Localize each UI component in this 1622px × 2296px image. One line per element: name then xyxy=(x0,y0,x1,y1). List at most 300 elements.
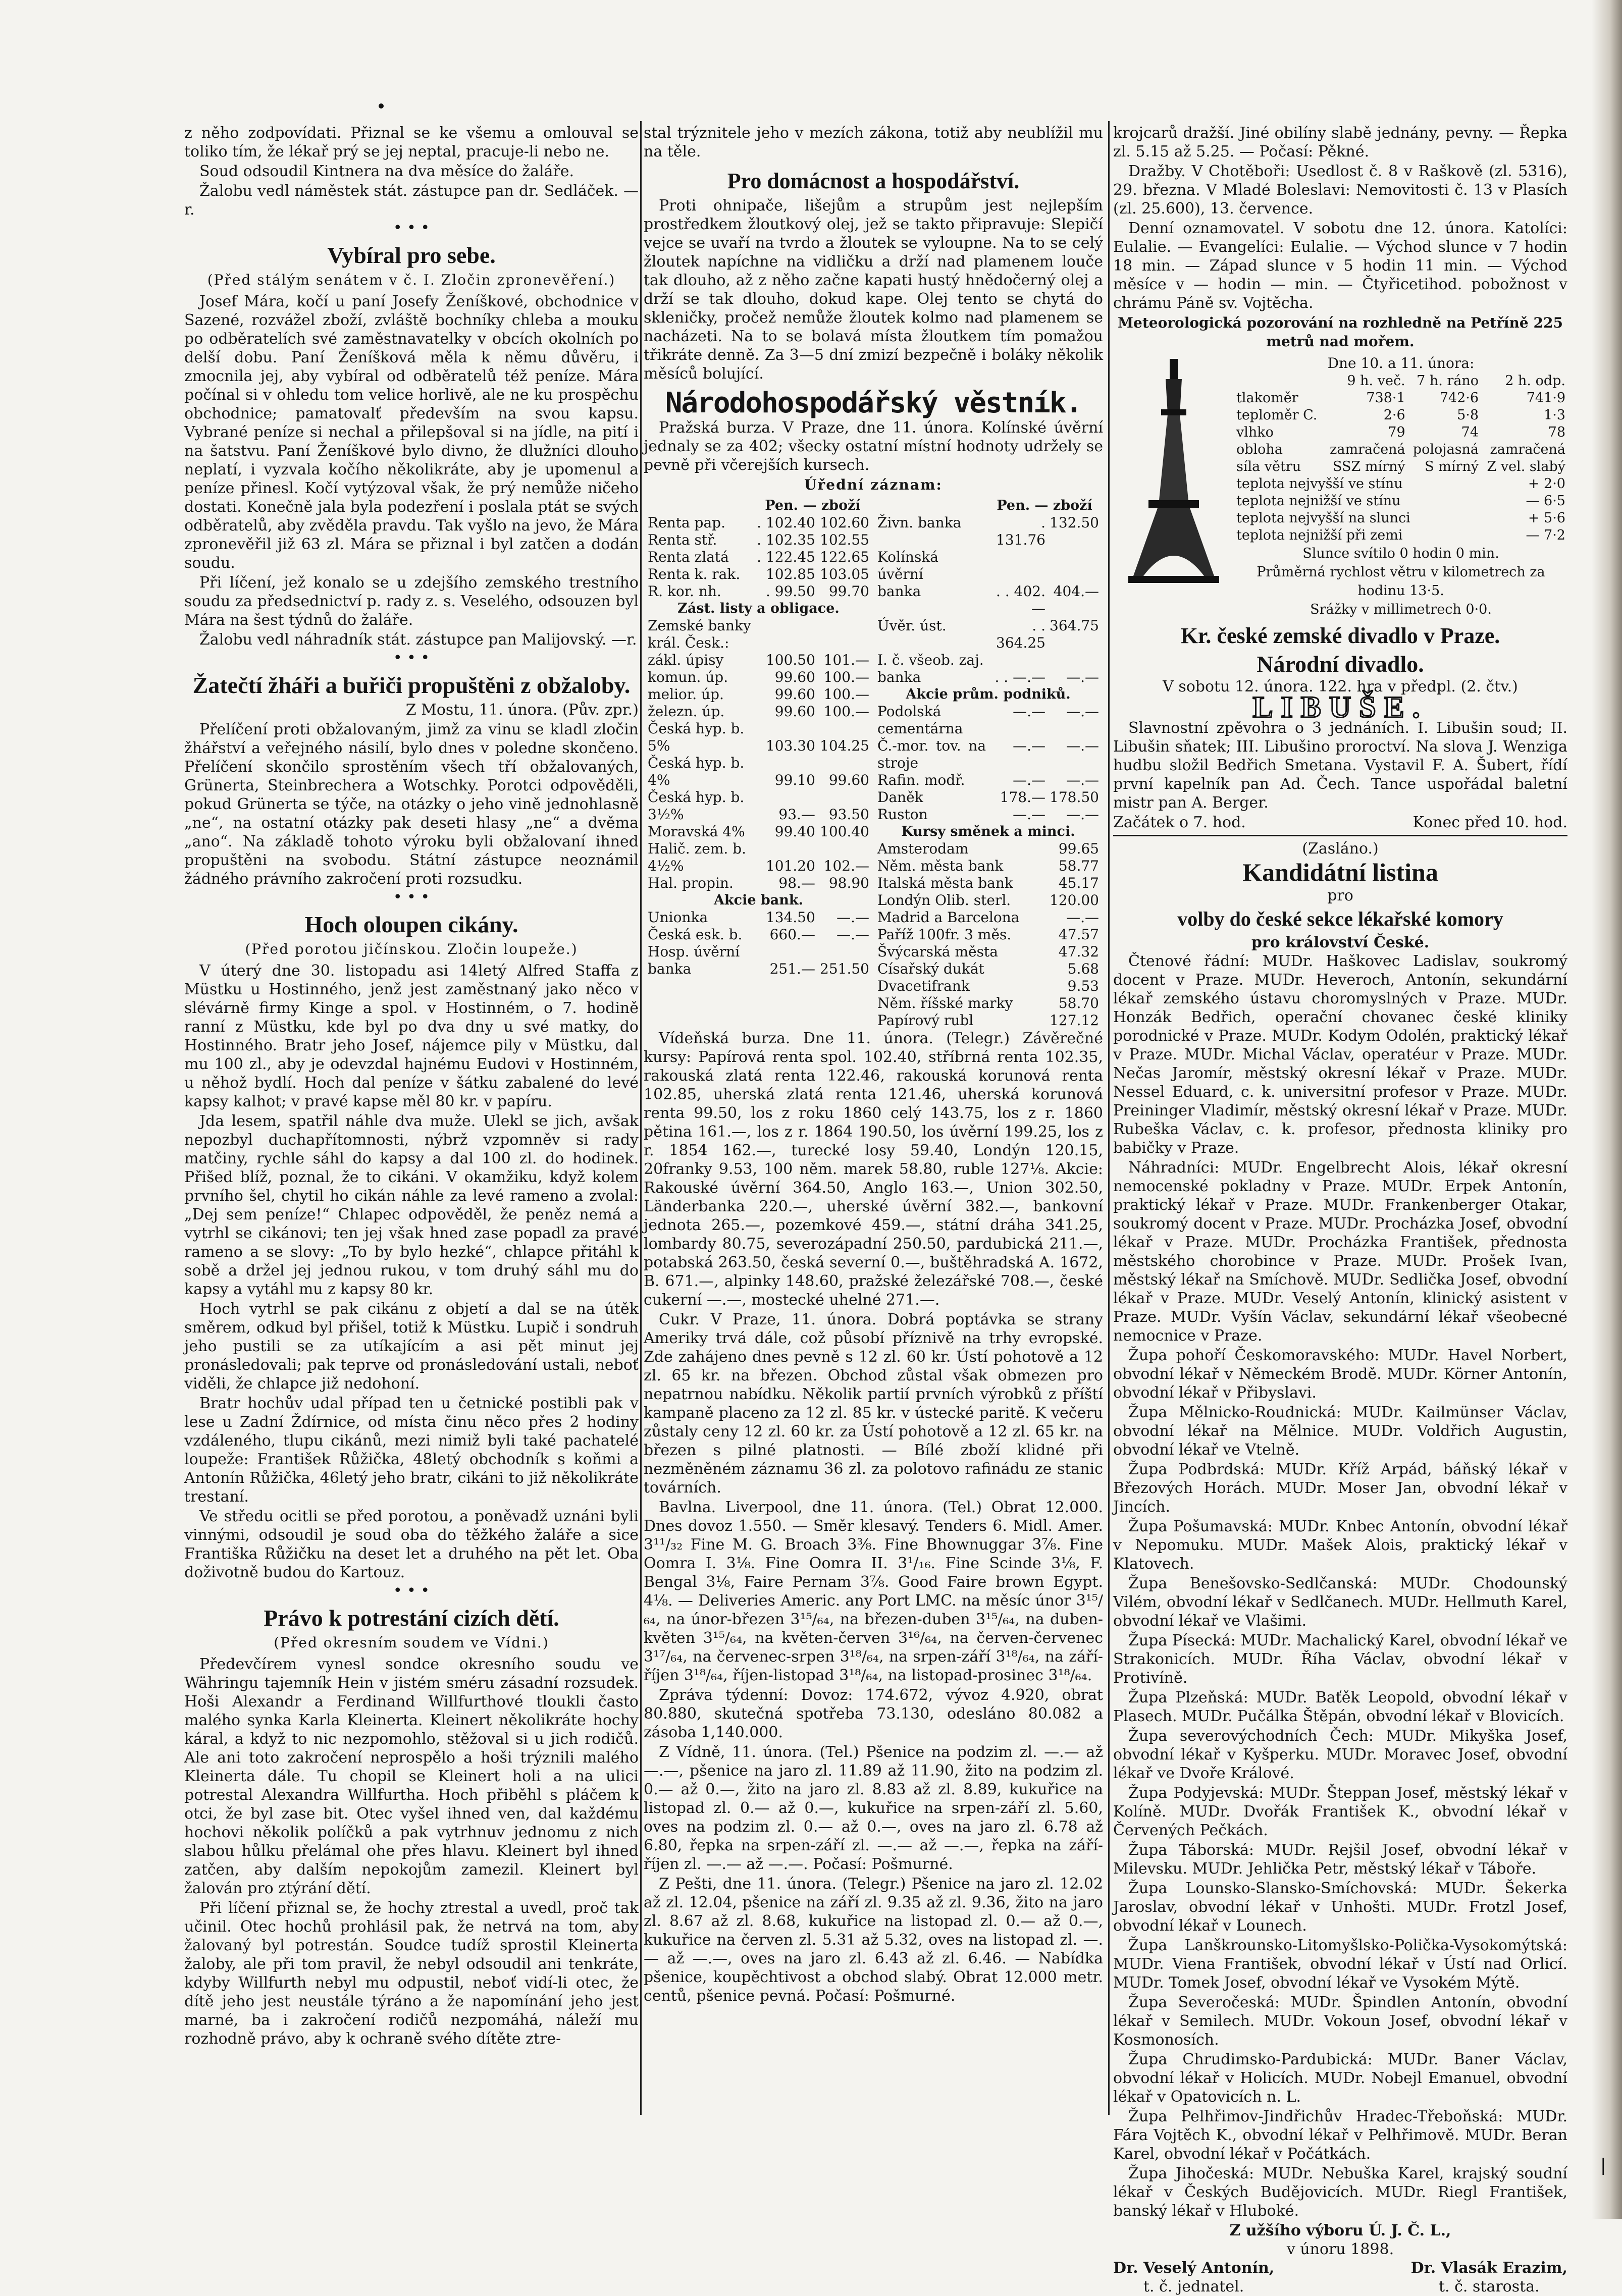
article-title: Vybíral pro sebe. xyxy=(327,242,496,268)
paragraph: Župa Podbrdská: MUDr. Kříž Arpád, báňský lékař v Březových Horách. MUDr. Moser Jan, obvodní lékař v Jincích. xyxy=(1113,1461,1567,1516)
cell xyxy=(754,617,817,634)
cell: teplota nejvyšší ve stínu xyxy=(1236,476,1403,492)
cell xyxy=(754,840,817,858)
cell: 178.— xyxy=(1000,789,1045,806)
cell: Císařský dukát xyxy=(877,960,984,977)
cell: Italská města bank xyxy=(877,875,1013,891)
table-row xyxy=(875,960,1101,978)
table-row xyxy=(875,737,1101,772)
cell: 99.40 xyxy=(774,823,815,840)
cell xyxy=(817,840,871,858)
cell: 99.10 xyxy=(774,772,815,788)
cell: Moravská 4% xyxy=(648,823,745,840)
signature-name: Dr. Veselý Antonín, xyxy=(1113,2259,1275,2277)
cell: —.— xyxy=(1066,703,1099,720)
cell: 101.— xyxy=(823,652,869,668)
cell: 120.00 xyxy=(1050,892,1099,909)
cell: komun. úp. xyxy=(648,669,728,685)
cell: . 99.50 xyxy=(765,583,815,600)
cell xyxy=(988,549,1048,583)
table-row xyxy=(646,531,871,549)
cell: Kolínská úvěrní xyxy=(877,549,938,582)
cell: I. č. všeob. zaj. xyxy=(877,652,984,668)
cell: 251.50 xyxy=(820,960,869,977)
cell: . . 364.25 xyxy=(996,617,1045,651)
cell: 74 xyxy=(1461,424,1479,440)
cell: teplota nejvyšší na slunci xyxy=(1236,510,1410,526)
paragraph: Župa Severočeská: MUDr. Špindlen Antonín, obvodní lékař v Semilech. MUDr. Vokoun Josef, obvodní lékař v Kosmonosích. xyxy=(1113,1994,1567,2049)
cell: 58.70 xyxy=(1058,995,1099,1011)
cell: Zemské banky xyxy=(648,617,751,634)
paragraph: Slavnostní zpěvohra o 3 jednáních. I. Libušin soud; II. Libušin sňatek; III. Libušino proroctví. Na slova J. Wenziga hudbu složil Bedřich Smetana. Vystavil F. A. Šubert, řídí první kapelník pan Ad. Čech. Tance uspořádal baletní mistr pan A. Berger. xyxy=(1113,719,1567,812)
cell: 404.— xyxy=(1053,583,1099,600)
section-title: Národohospodářský věstník. xyxy=(665,387,1082,419)
paragraph: krojcarů dražší. Jiné obilíny slabě jednány, pevny. — Řepka zl. 5.15 až 5.25. — Počasí: Pěkné. xyxy=(1113,124,1567,161)
separator: • • • xyxy=(393,219,430,237)
cell: 127.12 xyxy=(1050,1012,1099,1029)
cell: 251.— xyxy=(769,960,815,977)
article-subtitle: (Před stálým senátem v č. I. Zločin zpronevěření.) xyxy=(207,272,616,288)
column-rule xyxy=(1108,121,1110,2115)
cell: teplota nejnižší ve stínu xyxy=(1236,493,1401,509)
weather-table xyxy=(1234,372,1567,544)
cell: 100.— xyxy=(823,703,869,720)
paragraph: Cukr. V Praze, 11. února. Dobrá poptávka se strany Ameriky trvá dále, což působí příznivě na trhy evropské. Zde zahájeno dnes pevně s 12 zl. 60 kr. Ústí pohotově a 12 zl. 65 kr. na březen. Obchod zůstal však obmezen pro nepatrnou nabídku. Několik partií prvních výrobků z příští kampaně placeno za 12 zl. 85 kr. v ústecké paritě. K večeru zůstaly ceny 12 zl. 60 kr. za Ústí pohotově a 12 zl. 65 kr. na březen s pilné platnosti. — Bílé zboží klidné při nezměněném záznamu 36 zl. za polotovo rafinádu ze stanic továrních. xyxy=(644,1311,1103,1497)
performance-line: V sobotu 12. února. 122. hra v předpl. (2. čtv.) xyxy=(1163,678,1518,696)
column-1 xyxy=(184,124,639,2168)
cell: 1·3 xyxy=(1544,407,1565,423)
cell: 99.65 xyxy=(1058,840,1099,857)
dateline: Z Mostu, 11. února. (Pův. zpr.) xyxy=(405,701,639,719)
cell: 45.17 xyxy=(1058,875,1099,891)
table-row xyxy=(1234,475,1567,493)
table-row xyxy=(875,978,1101,995)
cell: železn. úp. xyxy=(648,703,725,720)
cell: 2·6 xyxy=(1383,407,1405,423)
column-header: 7 h. ráno xyxy=(1417,373,1479,389)
section-title: Pro domácnost a hospodářství. xyxy=(727,169,1020,193)
paragraph: Josef Mára, kočí u paní Josefy Ženíškové, obchodnice v Sazené, rozvážel zboží, zvláště bochníky chleba a mouku po odběratelích své zaměstnavatelky v obcích okolních po delší dobu. Paní Ženíšková měla k němu důvěru, i zmocnila jej, aby vybíral od odběratelů též peníze. Mára počínal si v ohledu tom velice horlivě, ale ne ku prospěchu obchodnice; pamatovalť především na svou kapsu. Vybrané peníze si nechal a přilepšoval si na jídle, na pití i na šatstvu. Paní Ženíškové bylo divno, že dlužníci dlouho neplatí, i vyzvala kočího několikráte, aby je upomenul a peníze přinesl. Kočí vytýzoval však, že prý nemůže ničeho dostati. Konečně jala byla podezření i poslala ptát se svých odběratelů, aby zvěděla pravdu. Tak vyšlo na jevo, že Mára zpronevěřil již 63 zl. Mára se přiznal i byl zatčen a dodán soudu. xyxy=(184,293,639,572)
column-header: 9 h. več. xyxy=(1347,373,1405,389)
separator: • • • xyxy=(393,888,430,906)
signature-role: t. č. starosta. xyxy=(1439,2278,1540,2295)
cell: Daněk xyxy=(877,789,923,806)
cell: —.— xyxy=(1013,806,1045,823)
cell: banka xyxy=(877,669,921,685)
paragraph: Z Vídně, 11. února. (Tel.) Pšenice na podzim zl. —.— až —.—, pšenice na jaro zl. 11.89 až 11.90, žito na podzim zl. 0.— až 0.—, žito na jaro zl. 8.83 až zl. 8.89, kukuřice na listopad zl. 0.— až 0.—, kukuřice na srpen-září zl. 5.60, oves na podzim zl. 0.— až 0.—, oves na jaro zl. 6.78 až 6.80, řepka na srpen-září zl. —.— až —.—, řepka na září-říjen zl. —.— až —.—. Počasí: Pošmurné. xyxy=(644,1743,1103,1873)
cell xyxy=(817,720,871,737)
table-row xyxy=(646,772,871,789)
cell: S mírný xyxy=(1425,459,1479,474)
cell: Úvěr. úst. xyxy=(877,617,947,634)
meteo-title: Meteorologická pozorování na rozhledně na Petříně 225 metrů nad mořem. xyxy=(1118,314,1563,350)
table-row xyxy=(875,840,1101,858)
cell: —.— xyxy=(836,926,869,943)
cell: Hal. propin. xyxy=(648,875,734,891)
table-row xyxy=(646,669,871,686)
table-row xyxy=(646,926,871,943)
cell: 741·9 xyxy=(1526,390,1565,406)
cell: —.— xyxy=(1066,737,1099,754)
paragraph: Župa Písecká: MUDr. Machalický Karel, obvodní lékař ve Strakonicích. MUDr. Říha Václav, obvodní lékař v Protivíně. xyxy=(1113,1632,1567,1687)
meteo-dates: Dne 10. a 11. února: xyxy=(1327,355,1475,371)
renta-table xyxy=(646,497,871,978)
paragraph: Žalobu vedl náhradník stát. zástupce pan Malijovský. —r. xyxy=(199,631,637,649)
cell xyxy=(1048,652,1101,669)
cell: 134.50 xyxy=(765,909,815,926)
cell: 5·8 xyxy=(1457,407,1479,423)
cell: Švýcarská města xyxy=(877,943,998,960)
separator: • • • xyxy=(393,649,430,667)
paragraph: Župa Lanškrounsko-Litomyšlsko-Polička-Vysokomýtská: MUDr. Viena František, obvodní lékař v Ústí nad Orlicí. MUDr. Tomek Josef, obvodní lékař ve Vysokém Mýtě. xyxy=(1113,1937,1567,1992)
paragraph: Hoch vytrhl se pak cikánu z objetí a dal se na útěk směrem, odkud byl přišel, totiž k Müstku. Lupič i sondruh jeho pustili se za utíkajícím a asi pět minut jej pronásledovali; pak teprve od pronásledování ustali, neboť viděli, že chlapce již nedohoní. xyxy=(184,1300,639,1393)
paragraph: Pražská burza. V Praze, dne 11. února. Kolínské úvěrní jednaly se za 402; všecky ostatní místní hodnoty udržely se pevně při včerejších kursech. xyxy=(644,419,1103,474)
paragraph: Dražby. V Chotěboři: Usedlost č. 8 v Raškově (zl. 5316), 29. března. V Mladé Boleslavi: Nemovitosti č. 13 v Plasích (zl. 25.600), 13. července. xyxy=(1113,163,1567,218)
cell: Madrid a Barcelona xyxy=(877,909,1020,926)
cell: Halič. zem. b. xyxy=(648,840,747,857)
table-row xyxy=(875,943,1101,960)
table-row xyxy=(646,909,871,926)
paragraph: Župa Chrudimsko-Pardubická: MUDr. Baner Václav, obvodní lékař v Holicích. MUDr. Nobejl Emanuel, obvodní lékař v Opatovicích n. L. xyxy=(1113,2051,1567,2106)
cell: Renta pap. xyxy=(648,514,725,531)
paragraph: V úterý dne 30. listopadu asi 14letý Alfred Staffa z Müstku u Hostinného, jenž jest zaměstnaný jako něco v slévárně firmy Kinge a spol. v Hostinném, o 7. hodině ranní z Müstku, kde byl po dva dny u své matky, do Hostinného. Bratr jeho Josef, nájemce pily v Müstku, dal mu 100 zl., aby je odevzdal hajnému Eudovi v Hostinném, u něhož bydlí. Hoch dal peníze v šátku zabalené do levé kapsy kalhot; v pravé kapse měl 80 kr. v papíru. xyxy=(184,962,639,1110)
cell: Něm. města bank xyxy=(877,858,1004,874)
table-row xyxy=(875,669,1101,686)
table-row xyxy=(646,858,871,875)
page-edge xyxy=(1592,0,1622,2219)
cell xyxy=(754,755,817,772)
table-row xyxy=(1234,493,1567,510)
cell xyxy=(817,617,871,634)
paragraph: Přelíčení proti obžalovaným, jimž za vinu se kladl zločin žhářství a veřejného násilí, bylo dnes v poledne skončeno. Přelíčení skončilo sprostěním všech tří obžalovaných, Grünerta, Steinbrechera a Wotschky. Porotci odpověděli, pokud Grünerta se týče, na otázky o jeho vině jednohlasně „ne“, na ostatní otázky pak deseti hlasy „ne“ a dvěma „ano“. Na základě tohoto výroku byli obžalovaní ihned propuštěni na svobodu. Státní zástupce neoznámil žádného právního zakročení proti rozsudku. xyxy=(184,721,639,888)
cell: —.— xyxy=(836,909,869,926)
table-row xyxy=(1234,527,1567,544)
cell: SSZ mírný xyxy=(1333,459,1405,474)
paragraph: Župa severovýchodních Čech: MUDr. Mikyška Josef, obvodní lékař v Kyšperku. MUDr. Moravec Josef, obvodní lékař ve Dvoře Králové. xyxy=(1113,1727,1567,1782)
cell: Podolská cementárna xyxy=(877,703,963,737)
cell: 104.25 xyxy=(820,737,869,754)
cell: R. kor. nh. xyxy=(648,583,721,600)
paragraph: Čtenové řádní: MUDr. Haškovec Ladislav, soukromý docent v Praze. MUDr. Heveroch, Antonín, sekundární lékař zemského ústavu choromyslných v Praze. MUDr. Honzák Bedřich, operační chovanec české kliniky porodnické v Praze. MUDr. Kodym Odolén, praktický lékař v Praze. MUDr. Michal Václav, operatéur v Praze. MUDr. Nečas Jaromír, městský okresní lékař v Praze. MUDr. Nessel Eduard, c. k. universitní profesor v Praze. MUDr. Preininger Vladimír, městský okresní lékař v Praze. MUDr. Rubeška Václav, c. k. profesor, přednosta kliniky pro babičky v Praze. xyxy=(1113,952,1567,1157)
table-row xyxy=(646,652,871,669)
table-row xyxy=(646,755,871,772)
cell: 47.57 xyxy=(1058,926,1099,943)
cell xyxy=(817,943,871,960)
table-row xyxy=(646,549,871,566)
table-row xyxy=(646,823,871,840)
cell: . 122.45 xyxy=(757,549,815,565)
cell: —.— xyxy=(1066,806,1099,823)
cell: 122.65 xyxy=(820,549,869,565)
cell: Paříž 100fr. 3 měs. xyxy=(877,926,1012,943)
cell: Česká hyp. b. xyxy=(648,789,745,806)
cell: Renta k. rak. xyxy=(648,566,741,582)
table-row xyxy=(1234,390,1567,407)
paragraph: Ve středu ocitli se před porotou, a poněvadž uznáni byli vinnými, odsoudil je soud oba do těžkého žaláře a sice Františka Růžičku na deset let a druhého na pět let. Oba doživotně budou do Kartouz. xyxy=(184,1508,639,1581)
cell: zamračená xyxy=(1490,442,1565,457)
cell: — 6·5 xyxy=(1526,493,1565,509)
cell: — 7·2 xyxy=(1526,527,1565,543)
cell: 102.55 xyxy=(820,531,869,548)
cell: tlakoměr xyxy=(1236,390,1298,406)
cell: banka xyxy=(648,960,692,977)
table-row xyxy=(646,737,871,755)
committee-line: Z užšího výboru Ú. J. Č. L., xyxy=(1229,2222,1451,2239)
signature-role: t. č. jednatel. xyxy=(1143,2278,1244,2295)
table-row xyxy=(875,583,1101,617)
cell: . 102.40 xyxy=(757,514,815,531)
article-title: Hoch oloupen cikány. xyxy=(304,912,518,937)
cell: Renta zlatá xyxy=(648,549,729,565)
cell: Česká hyp. b. xyxy=(648,720,745,737)
cell: 98.— xyxy=(778,875,815,891)
paragraph: Jda lesem, spatřil náhle dva muže. Ulekl se jich, avšak nepozbyl duchapřítomnosti, nýbrž vzpomněv si rady matčiny, rychle sáhl do kapsy a dal 100 zl. do hodinek. Přišed blíž, poznal, že to cikáni. V okamžiku, když kolem prvního šel, chytil ho cikán náhle za levé rameno a zvolal: „Dej sem peníze!“ Chlapec odpověděl, že peněz nemá a vytrhl se cikánovi; ten jej však hned zase popadl za pravé rameno a se slovy: „To by bylo hezké“, chlapce přitáhl k sobě a držel jej jednou rukou, v tom druhý sáhl mu do kapsy a vytáhl mu z kapsy 80 kr. xyxy=(184,1112,639,1298)
paragraph: stal trýznitele jeho v mezích zákona, totiž aby neublížil mu na těle. xyxy=(644,124,1103,161)
pro-label: pro xyxy=(1327,887,1353,904)
margin-mark: | xyxy=(1600,2155,1606,2175)
table-row xyxy=(646,789,871,806)
paragraph: Župa pohoří Českomoravského: MUDr. Havel Norbert, obvodní lékař v Německém Brodě. MUDr. Körner Antonín, obvodní lékař v Přibyslavi. xyxy=(1113,1347,1567,1402)
table-row xyxy=(875,1012,1101,1029)
table-row xyxy=(646,617,871,634)
cell: banka xyxy=(877,583,921,600)
cell: zamračená xyxy=(1330,442,1405,457)
cell: 5.68 xyxy=(1067,960,1099,977)
table-row xyxy=(646,566,871,583)
meteo-note: Průměrná rychlost větru v kilometrech za hodinu 13·5. xyxy=(1257,564,1545,599)
cell: —.— xyxy=(1066,669,1099,685)
election-title: volby do české sekce lékařské komory xyxy=(1177,907,1503,930)
cell: 364.75 xyxy=(1050,617,1099,634)
table-row xyxy=(875,995,1101,1012)
cell: 99.60 xyxy=(774,686,815,703)
cell: melior. úp. xyxy=(648,686,724,703)
start-time: Začátek o 7. hod. xyxy=(1113,814,1246,831)
cell: Amsterodam xyxy=(877,840,969,857)
cell xyxy=(754,789,817,806)
table-heading: Akcie prům. podniků. xyxy=(906,686,1071,702)
theatre-name: Národní divadlo. xyxy=(1257,651,1424,677)
paragraph: Župa Pelhřimov-Jindřichův Hradec-Třeboňská: MUDr. Fára Vojtěch K., obvodní lékař v Pelhřimově. MUDr. Beran Karel, obvodní lékař v Počátkách. xyxy=(1113,2108,1567,2163)
table-row xyxy=(1234,441,1567,458)
table-row xyxy=(646,514,871,531)
cell: Č.-mor. tov. na stroje xyxy=(877,737,986,771)
column-header: Pen. — zboží xyxy=(997,498,1092,513)
cell: Unionka xyxy=(648,909,708,926)
cell: polojasná xyxy=(1412,442,1479,457)
cell: obloha xyxy=(1236,442,1283,457)
cell xyxy=(817,634,871,652)
cell xyxy=(754,634,817,652)
petrin-tower-icon xyxy=(1113,354,1234,591)
cell: Papírový rubl xyxy=(877,1012,974,1029)
table-row xyxy=(1234,458,1567,475)
table-row xyxy=(646,840,871,858)
paragraph: Župa Jihočeská: MUDr. Nebuška Karel, krajský soudní lékař v Českých Budějovicích. MUDr. Riegl František, banský lékař v Hluboké. xyxy=(1113,2165,1567,2220)
paragraph: Župa Benešovsko-Sedlčanská: MUDr. Chodounský Vilém, obvodní lékař v Sedlčanech. MUDr. Hellmuth Karel, obvodní lékař ve Vlašimi. xyxy=(1113,1575,1567,1630)
cell: . . 402.— xyxy=(996,583,1045,617)
paragraph: Při líčení, jež konalo se u zdejšího zemského trestního soudu za předsednictví p. rady z. s. Veselého, odsouzen byl Mára na šest týdnů do žaláře. xyxy=(184,574,639,629)
table-row xyxy=(646,583,871,600)
cell: 79 xyxy=(1388,424,1405,440)
cell: 103.05 xyxy=(820,566,869,582)
cell: . 102.35 xyxy=(757,531,815,548)
cell: 93.— xyxy=(778,806,815,823)
column-3 xyxy=(1113,124,1567,2295)
cell: Hosp. úvěrní xyxy=(648,943,740,960)
table-row xyxy=(875,514,1101,549)
table-row xyxy=(1234,510,1567,527)
cell: 100.— xyxy=(823,686,869,703)
cell: 102.85 xyxy=(765,566,815,582)
cell: Rafin. modř. xyxy=(877,772,965,788)
cell: Londýn Olib. sterl. xyxy=(877,892,1011,909)
cell: 99.60 xyxy=(774,703,815,720)
table-row xyxy=(1234,424,1567,441)
table-row xyxy=(646,806,871,823)
bank-table xyxy=(875,497,1101,1029)
table-row xyxy=(646,943,871,960)
column-2 xyxy=(644,124,1103,2168)
table-row xyxy=(646,686,871,703)
column-rule xyxy=(640,121,642,2115)
cell: . . —.— xyxy=(995,669,1045,685)
cell: —.— xyxy=(1013,772,1045,788)
cell: 100.— xyxy=(823,669,869,685)
paragraph: Zpráva týdenní: Dovoz: 174.672, vývoz 4.920, obrat 80.880, skutečná spotřeba 73.130, odesláno 80.082 a zásoba 1,140.000. xyxy=(644,1686,1103,1741)
cell: 132.50 xyxy=(1050,514,1099,531)
table-row xyxy=(646,703,871,720)
cell: Ruston xyxy=(877,806,928,823)
table-row xyxy=(875,858,1101,875)
table-row xyxy=(875,926,1101,943)
cell: 660.— xyxy=(769,926,815,943)
table-row xyxy=(1234,407,1567,424)
table-row xyxy=(875,909,1101,926)
cell: 99.60 xyxy=(828,772,869,788)
cell: 4½% xyxy=(648,858,684,874)
cell: Něm. říšské marky xyxy=(877,995,1013,1011)
paragraph: Župa Lounsko-Slansko-Smíchovská: MUDr. Šekerka Jaroslav, obvodní lékař v Unhošti. MUDr. Frotzl Josef, obvodní lékař v Lounech. xyxy=(1113,1880,1567,1935)
paragraph: Župa Podyjevská: MUDr. Šteppan Josef, městský lékař v Kolíně. MUDr. Dvořák František K., obvodní lékař v Červených Pečkách. xyxy=(1113,1784,1567,1839)
table-row xyxy=(646,875,871,892)
table-heading: Úřední záznam: xyxy=(804,476,943,493)
cell: 102.— xyxy=(823,858,869,874)
candidate-list-title: Kandidátní listina xyxy=(1242,858,1438,886)
paragraph: Bavlna. Liverpool, dne 11. února. (Tel.) Obrat 12.000. Dnes dovoz 1.550. — Směr klesavý. Tenders 6. Midl. Amer. 3¹¹/₃₂ Fine M. G. Broach 3⅜. Fine Bhownuggar 3⅞. Fine Oomra I. 3⅛. Fine Oomra II. 3¹/₁₆. Fine Scinde 3⅛, F. Bengal 3⅛, Faire Pernam 3⅞. Good Faire brown Egypt. 4⅛. — Deliveries Americ. any Port LMC. na měsíc únor 3¹⁵/₆₄, na únor-březen 3¹⁵/₆₄, na březen-duben 3¹⁵/₆₄, na duben-květen 3¹⁵/₆₄, na květen-červen 3¹⁶/₆₄, na červen-červenec 3¹⁷/₆₄, na červenec-srpen 3¹⁸/₆₄, na srpen-září 3¹⁸/₆₄, na září-říjen 3¹⁸/₆₄, říjen-listopad 3¹⁸/₆₄, na listopad-prosinec 3¹⁸/₆₄. xyxy=(644,1499,1103,1684)
paragraph: Župa Plzeňská: MUDr. Baťěk Leopold, obvodní lékař v Plasech. MUDr. Pučálka Štěpán, obvodní lékař v Blovicích. xyxy=(1113,1689,1567,1725)
table-row xyxy=(875,617,1101,652)
table-row xyxy=(875,789,1101,806)
paragraph: Vídeňská burza. Dne 11. února. (Telegr.) Závěrečné kursy: Papírová renta spol. 102.40, stříbrná renta 102.35, rakouská zlatá renta 122.46, rakouská korunová renta 102.85, uherská zlatá renta 121.46, uherská korunová renta 99.50, los z roku 1860 celý 143.75, los z r. 1860 pětina 161.—, los z r. 1864 190.50, los úvěrní 199.25, los z r. 1854 162.—, turecké losy 59.40, Londýn 120.15, 20franky 9.53, 100 něm. marek 58.80, ruble 127⅛. Akcie: Rakouské úvěrní 364.50, Anglo 163.—, Union 302.50, Länderbanka 220.—, uherské úvěrní 382.—, bankovní jednota 265.—, pozemkové 459.—, státní dráha 341.25, lombardy 80.75, severozápadní 250.50, pardubická 211.—, potabská 263.50, česká severní 0.—, buštěhradská A. 1672, B. 671.—, alpinky 148.60, pražské železářské 708.—, české cukerní —.—, mostecké uhelné 271.—. xyxy=(644,1030,1103,1309)
paragraph: z něho zodpovídati. Přiznal se ke všemu a omlouval se toliko tím, že lékař prý se jej neptal, pracuje-li nebo ne. xyxy=(184,124,639,161)
cell xyxy=(988,652,1048,669)
cell xyxy=(754,943,817,960)
play-title: LIBUŠE. xyxy=(1252,690,1428,724)
table-row xyxy=(875,806,1101,823)
signature-name: Dr. Vlasák Erazim, xyxy=(1410,2259,1567,2277)
cell: 9.53 xyxy=(1067,978,1099,994)
meteo-note: Slunce svítilo 0 hodin 0 min. xyxy=(1302,546,1499,561)
paragraph: Župa Mělnicko-Roudnická: MUDr. Kailmünser Václav, obvodní lékař na Mělnice. MUDr. Voldřich Augustin, obvodní lékař ve Vtelně. xyxy=(1113,1404,1567,1459)
table-row xyxy=(875,703,1101,737)
table-row xyxy=(875,875,1101,892)
table-row xyxy=(875,652,1101,669)
cell: + 5·6 xyxy=(1528,510,1565,526)
article-title: Žatečtí žháři a buřiči propuštěni z obžaloby. xyxy=(192,672,631,698)
cell: 78 xyxy=(1548,424,1565,440)
paragraph: Při líčení přiznal se, že hochy ztrestal a uvedl, proč tak učinil. Otec hochů prohlásil pak, že netrvá na tom, aby žalovaný byl potrestán. Soudce tudíž sprostil Kleinerta žaloby, ale při tom pravil, že nebyl odsoudil ani tenkráte, kdyby Willfurth nebyl mu odpustil, neboť vidí-li otec, že dítě jeho jest neustále týráno a že napomínání jeho jest marné, ba i zakročení rodičů nezpomáhá, náleží mu rozhodně právo, aby k ochraně svého dítěte ztre- xyxy=(184,1899,639,2048)
paragraph: Z Pešti, dne 11. února. (Telegr.) Pšenice na jaro zl. 12.02 až zl. 12.04, pšenice na září zl. 9.35 až zl. 9.36, žito na jaro zl. 8.67 až zl. 8.68, kukuřice na listopad zl. 0.— až 0.—, kukuřice na červen zl. 5.31 až 5.32, oves na listopad zl. —.— až —.—, oves na jaro zl. 6.43 až zl. 6.46. — Nabídka pšenice, koupěchtivost a obchod slabý. Obrat 12.000 metr. centů, pšenice pevná. Počasí: Pošmurné. xyxy=(644,1875,1103,2005)
cell: —.— xyxy=(1066,909,1099,926)
cell: —.— xyxy=(1013,737,1045,754)
cell xyxy=(817,755,871,772)
table-heading: Akcie bank. xyxy=(713,892,804,908)
cell: —.— xyxy=(1013,703,1045,720)
table-heading: Kursy směnek a minci. xyxy=(901,824,1075,839)
paragraph: Bratr hochův udal případ ten u četnické postibli pak v lese u Zadní Ždírnice, od místa činu něco přes 2 hodiny vzdáleného, tlupu cikánů, mezi nimiž byli také pachatelé loupeže: František Růžička, 48letý obchodník s koňmi a Antonín Růžička, 46letý jeho bratr, cikáni to již několikráte trestaní. xyxy=(184,1395,639,1506)
cell: Renta stř. xyxy=(648,531,717,548)
cell: Živn. banka xyxy=(877,514,962,531)
article-subtitle: (Před porotou jičínskou. Zločin loupeže.) xyxy=(245,941,578,957)
paragraph: Proti ohnipače, lišejům a strupům jest nejlepším prostředkem žloutkový olej, jež se takto připravuje: Slepičí vejce se uvaří na tvrdo a žloutek se vyloupne. Na to se celý žloutek napíchne na vidličku a drží nad plamenem louče tak dlouho, až z něho začne kapati hustý hnědočerný olej a drží se tak dlouho, dokud kape. Olej tento se chytá do skleničky, pročež nemůže žloutek kolmo nad plamenem se nacházeti. Na to se bolavá místa žloutkem tím pomažou třikráte denně. Za 3—5 dní zmizí bezpečně i boláky několik měsíců bolující. xyxy=(644,197,1103,383)
paragraph: Denní oznamovatel. V sobotu dne 12. února. Katolíci: Eulalie. — Evangelíci: Eulalie. — Východ slunce v 7 hodin 18 min. — Západ slunce v 5 hodin 11 min. — Východ měsíce v — hodin — min. — Čtyřicetihod. pobožnost v chrámu Páně sv. Vojtěcha. xyxy=(1113,220,1567,312)
end-time: Konec před 10. hod. xyxy=(1412,814,1567,831)
cell: . 131.76 xyxy=(996,514,1045,548)
cell: 738·1 xyxy=(1366,390,1405,406)
stock-table xyxy=(644,497,1103,1029)
paragraph: Župa Táborská: MUDr. Rejšil Josef, obvodní lékař v Milevsku. MUDr. Jehlička Petr, městský lékař v Táboře. xyxy=(1113,1841,1567,1878)
cell: 98.90 xyxy=(828,875,869,891)
cell: 102.60 xyxy=(820,514,869,531)
cell: 99.70 xyxy=(828,583,869,600)
meteo-note: Srážky v millimetrech 0·0. xyxy=(1310,602,1492,617)
column-header: 2 h. odp. xyxy=(1505,373,1565,389)
cell: teploměr C. xyxy=(1236,407,1318,423)
kingdom-label: pro království České. xyxy=(1251,934,1430,951)
column-header: Pen. — zboží xyxy=(765,498,861,513)
cell: 99.60 xyxy=(774,669,815,685)
table-row xyxy=(875,549,1101,583)
cell: 93.50 xyxy=(828,806,869,823)
table-row xyxy=(875,892,1101,909)
paragraph: Soud odsoudil Kintnera na dva měsíce do žaláře. xyxy=(199,163,574,180)
paragraph: Náhradníci: MUDr. Engelbrecht Alois, lékař okresní nemocenské pokladny v Praze. MUDr. Erpek Antonín, praktický lékař v Praze. MUDr. Frankenberger Otakar, soukromý docent v Praze. MUDr. Procházka Josef, obvodní lékař v Praze. MUDr. Procházka František, přednosta městského chorobince v Praze. MUDr. Prošek Ivan, městský lékař na Smíchově. MUDr. Sedlička Josef, obvodní lékař v Praze. MUDr. Veselý Antonín, klinický asistent v Praze. MUDr. Vyšín Václav, sekundární lékař všeobecné nemocnice v Praze. xyxy=(1113,1159,1567,1345)
cell: zákl. úpisy xyxy=(648,652,724,668)
cell: + 2·0 xyxy=(1528,476,1565,492)
cell: síla větru xyxy=(1236,459,1301,474)
separator: • • • xyxy=(393,1582,430,1599)
paragraph: Předevčírem vynesl sondce okresního soudu ve Währingu tajemník Hein v jistém sméru zásadní rozsudek. Hoši Alexandr a Ferdinand Willfurthové tloukli často malého synka Karla Kleinerta. Kleinert několikráte hochy káral, a když to nic nezpomohlo, stěžoval si u jich rodičů. Ale ani toto zakročení neprospělo a hoši trýznili malého Kleinerta dále. Tu chopil se Kleinert holi a na ulici potrestal Alexandra Willfurtha. Hoch přiběhl s pláčem k otci, že byl zase bit. Otec vyšel ihned ven, dal každému hochovi několik políčků a pak vytrhnuv jednomu z nich slabou hůlku přelámal ohe přes hlavu. Kleinert byl ihned zatčen, aby dalším nepokojům zamezil. Kleinert byl žalován pro ztýrání dětí. xyxy=(184,1656,639,1897)
cell: 5% xyxy=(648,737,670,754)
cell: 100.40 xyxy=(820,823,869,840)
cell: Česká hyp. b. xyxy=(648,755,745,771)
cell: 3½% xyxy=(648,806,684,823)
cell: Z vel. slabý xyxy=(1487,459,1565,474)
cell xyxy=(1048,549,1101,583)
article-subtitle: (Před okresním soudem ve Vídni.) xyxy=(274,1634,549,1651)
table-row xyxy=(646,634,871,652)
cell: vlhko xyxy=(1236,424,1274,440)
cell: 742·6 xyxy=(1439,390,1479,406)
date-line: v únoru 1898. xyxy=(1286,2240,1394,2258)
cell: teplota nejnižší při zemi xyxy=(1236,527,1403,543)
table-row xyxy=(646,720,871,737)
cell: král. Česk.: xyxy=(648,634,729,651)
cell xyxy=(817,789,871,806)
cell: —.— xyxy=(1066,772,1099,788)
article-title: Právo k potrestání cizích dětí. xyxy=(264,1605,559,1631)
